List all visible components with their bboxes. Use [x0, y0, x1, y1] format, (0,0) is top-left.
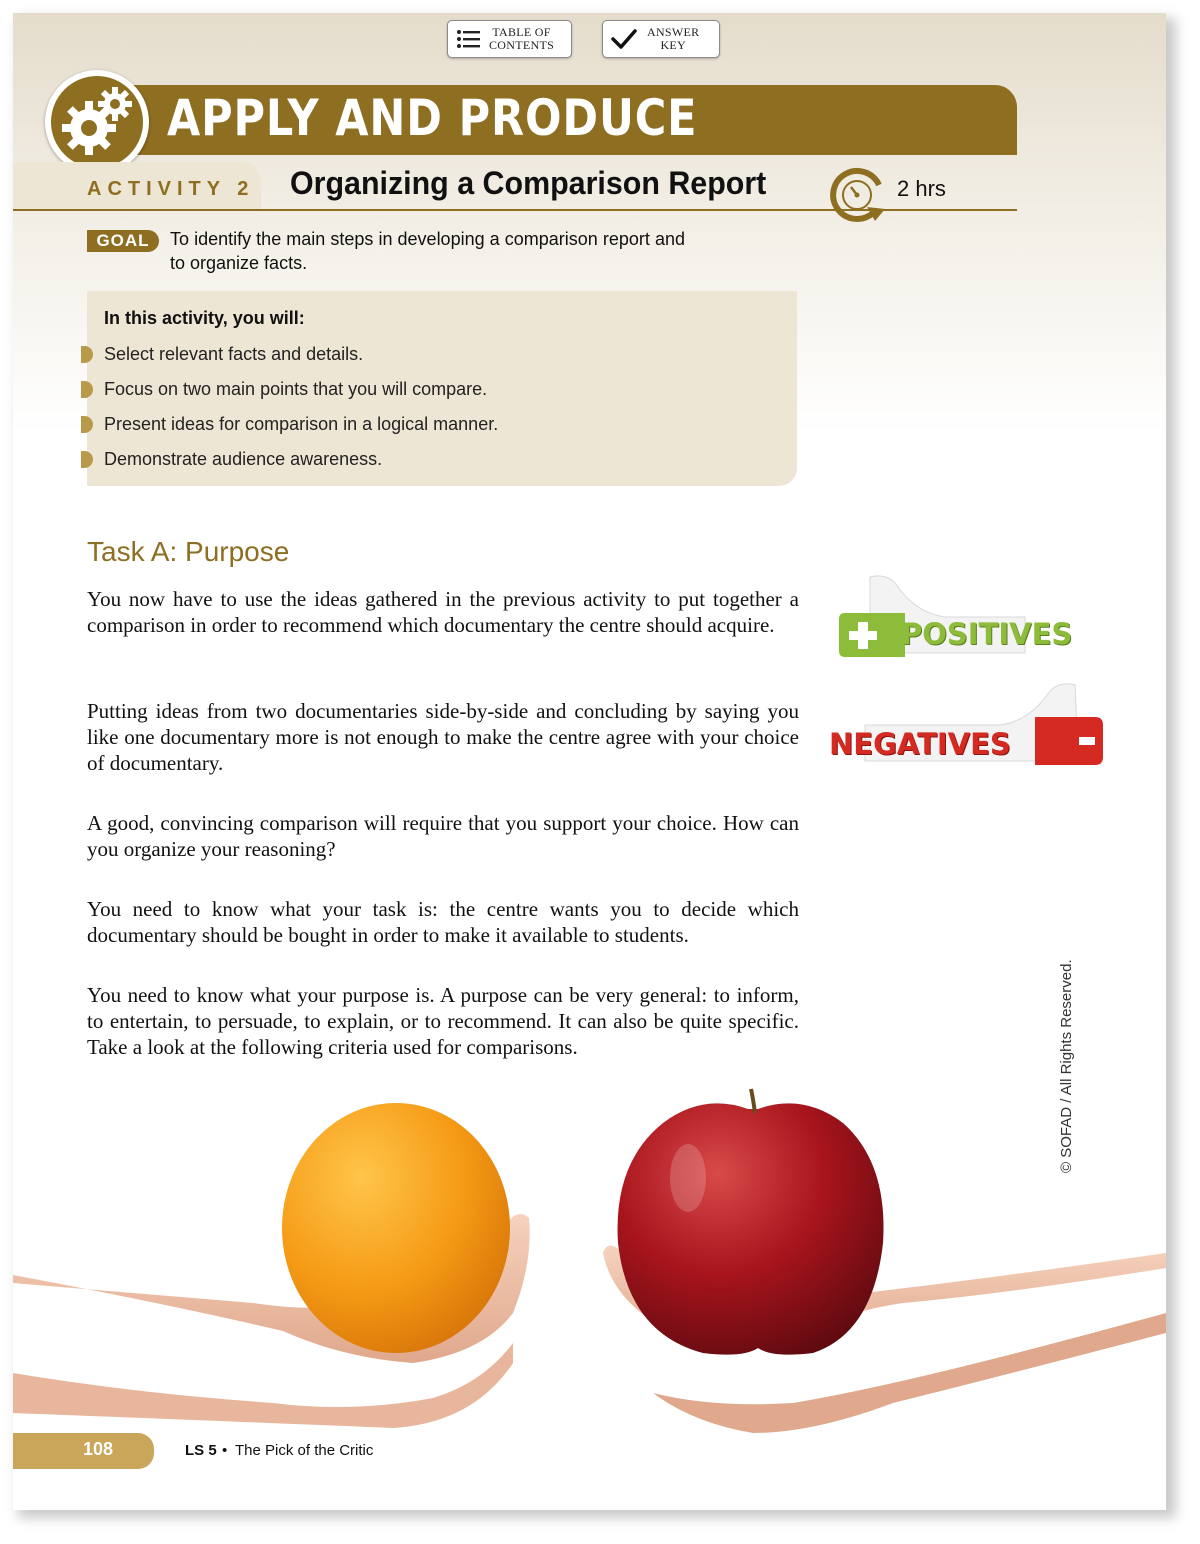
- section-banner: [93, 85, 1017, 155]
- task-heading: Task A: Purpose: [87, 536, 290, 567]
- toc-label-line1: TABLE OF: [492, 25, 551, 39]
- body-paragraph: You now have to use the ideas gathered in the previous activity to put together a comparison in order to recommend which documentary the centre should acquire.: [87, 587, 799, 637]
- body-paragraph: Putting ideas from two documentaries side-by-side and concluding by saying you like one documentary more is not enough to make the centre agree with your choice of documentary.: [87, 699, 799, 775]
- answer-key-label: [647, 26, 699, 52]
- duration-text: 2 hrs: [897, 176, 946, 201]
- gears-icon: [51, 76, 143, 168]
- objective-text: Demonstrate audience awareness.: [104, 449, 383, 469]
- positives-label: POSITIVES: [901, 617, 1073, 651]
- answer-key-button[interactable]: [602, 20, 720, 58]
- list-icon: [457, 30, 481, 48]
- section-title: APPLY AND PRODUCE: [167, 89, 698, 147]
- objective-item: [104, 344, 363, 365]
- body-paragraph: You need to know what your purpose is. A purpose can be very general: to inform, to entertain, to persuade, to explain, or to recommend. It can also be quite specific. Take a look at the following criteria used for comparisons.: [87, 983, 799, 1059]
- footer-separator: •: [222, 1442, 228, 1459]
- bullet-marker: [81, 381, 93, 398]
- bullet-marker: [81, 451, 93, 468]
- activity-title: Organizing a Comparison Report: [290, 165, 767, 201]
- table-of-contents-button[interactable]: [447, 20, 572, 58]
- page: [13, 13, 1166, 1510]
- activity-label: ACTIVITY 2: [87, 178, 255, 200]
- objectives-heading: In this activity, you will:: [104, 308, 305, 328]
- toc-label: [489, 26, 554, 52]
- goal-text: To identify the main steps in developing a comparison report and to organize facts.: [170, 229, 685, 273]
- objective-item: [104, 414, 498, 435]
- answer-key-line2: KEY: [660, 38, 687, 52]
- orange: [282, 1103, 510, 1353]
- stopwatch-icon: [827, 163, 889, 225]
- book-title: The Pick of the Critic: [235, 1442, 374, 1459]
- copyright-notice: © SOFAD / All Rights Reserved.: [1058, 959, 1075, 1173]
- gear-badge-inner: [51, 76, 143, 168]
- answer-key-line1: ANSWER: [647, 25, 700, 39]
- objective-item: [104, 449, 382, 470]
- checkmark-icon: [611, 29, 637, 49]
- negatives-graphic: [825, 681, 1110, 781]
- positives-graphic: [825, 573, 1095, 663]
- learning-situation-label: LS 5: [185, 1442, 217, 1459]
- orange-apple-illustration: [13, 1078, 1166, 1448]
- gear-badge: [45, 70, 149, 174]
- body-paragraph: You need to know what your task is: the centre wants you to decide which documentary should be bought in order to make it available to students.: [87, 897, 799, 947]
- body-paragraph: A good, convincing comparison will require that you support your choice. How can you organize your reasoning?: [87, 811, 799, 861]
- objective-item: [104, 379, 487, 400]
- objective-text: Select relevant facts and details.: [104, 344, 364, 364]
- bullet-marker: [81, 416, 93, 433]
- apple: [618, 1103, 884, 1354]
- goal-badge: GOAL: [87, 230, 159, 252]
- objectives-box: [87, 291, 797, 486]
- bullet-marker: [81, 346, 93, 363]
- toc-label-line2: CONTENTS: [489, 38, 555, 52]
- page-number: 108: [83, 1439, 114, 1459]
- negatives-label: NEGATIVES: [829, 727, 1011, 761]
- objective-text: Focus on two main points that you will compare.: [104, 379, 488, 399]
- objective-text: Present ideas for comparison in a logical manner.: [104, 414, 499, 434]
